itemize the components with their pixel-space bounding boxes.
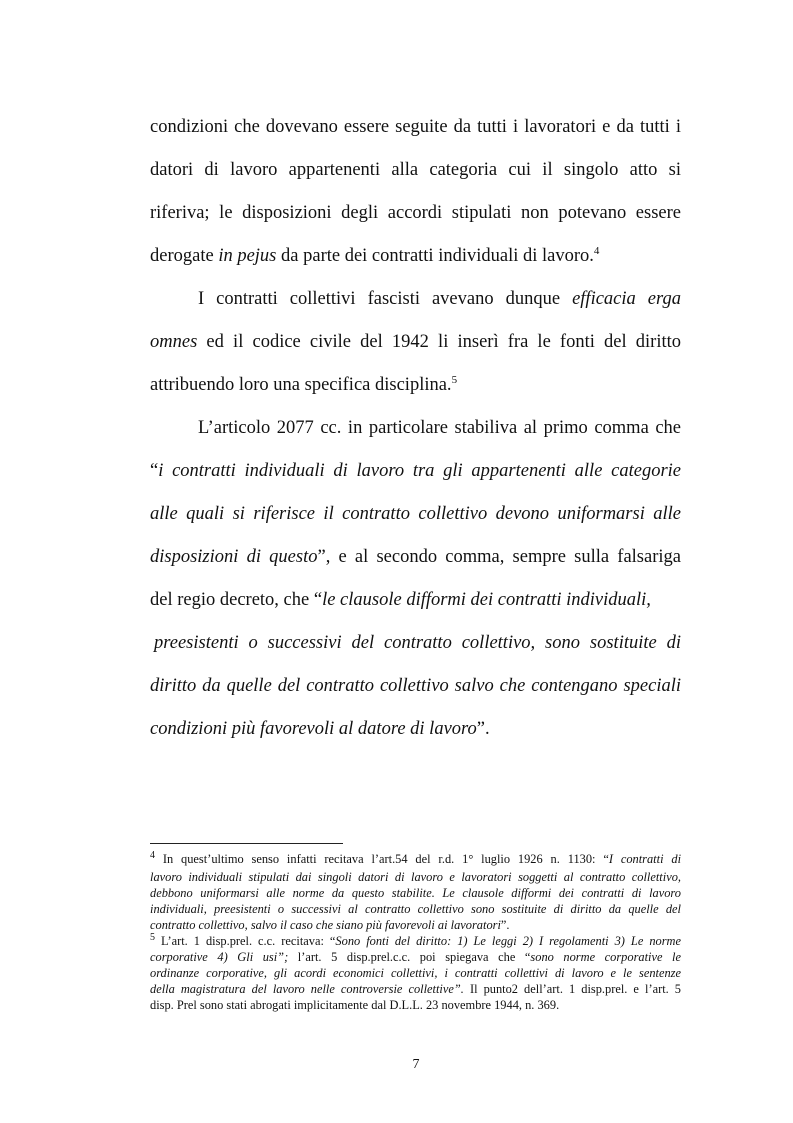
body-line-6: omnes ed il codice civile del 1942 li inserì fra le fonti del diritto <box>150 332 681 352</box>
body-line-5: I contratti collettivi fascisti avevano dunque efficacia erga <box>198 289 681 309</box>
body-line-4: derogate in pejus da parte dei contratti individuali di lavoro.$^4$ <box>150 244 600 266</box>
body-line-12: del regio decreto, che “le clausole difformi dei contratti individuali, <box>150 590 651 610</box>
footnote-5-line-1: $^5$ L’art. 1 disp.prel. c.c. recitava: “Sono fonti del diritto: 1) Le leggi 2) I regolamenti 3) Le norme <box>150 931 681 948</box>
footnote-4-line-4: individuali, preesistenti o successivi al contratto collettivo sono sostituite di diritto da quelle del <box>150 902 681 916</box>
body-line-8: L’articolo 2077 cc. in particolare stabiliva al primo comma che <box>198 418 681 438</box>
body-line-1: condizioni che dovevano essere seguite da tutti i lavoratori e da tutti i <box>150 117 681 137</box>
body-line-2: datori di lavoro appartenenti alla categoria cui il singolo atto si <box>150 160 681 180</box>
footnote-4-line-2: lavoro individuali stipulati dai singoli datori di lavoro e lavoratori soggetti al contratto collettivo, <box>150 870 681 884</box>
body-line-13: preesistenti o successivi del contratto collettivo, sono sostituite di <box>154 633 681 653</box>
body-line-15: condizioni più favorevoli al datore di lavoro”. <box>150 719 490 739</box>
body-line-14: diritto da quelle del contratto collettivo salvo che contengano speciali <box>150 676 681 696</box>
body-line-3: riferiva; le disposizioni degli accordi stipulati non potevano essere <box>150 203 681 223</box>
body-line-7: attribuendo loro una specifica disciplina.$^5$ <box>150 373 458 395</box>
footnote-ref-4: 4 <box>593 244 600 257</box>
footnote-4-line-5: contratto collettivo, salvo il caso che siano più favorevoli ai lavoratori”. <box>150 918 510 932</box>
footnote-5-line-3: ordinanze corporative, gli acordi economici collettivi, i contratti collettivi di lavoro e le sentenze <box>150 966 681 980</box>
body-line-10: alle quali si riferisce il contratto collettivo devono uniformarsi alle <box>150 504 681 524</box>
footnote-number-4: 4 <box>150 849 155 861</box>
page-number: 7 <box>412 1057 420 1072</box>
body-line-11: disposizioni di questo”, e al secondo comma, sempre sulla falsariga <box>150 547 681 567</box>
footnote-4-line-1: $^4$ In quest’ultimo senso infatti recitava l’art.54 del r.d. 1° luglio 1926 n. 1130: “I contratti di <box>150 849 682 866</box>
footnote-4-line-3: debbono uniformarsi alle norme da questo stabilite. Le clausole difformi dei contratti di lavoro <box>150 886 681 900</box>
footnote-5-line-2: corporative 4) Gli usi”; l’art. 5 disp.prel.c.c. poi spiegava che “sono norme corporative le <box>150 950 681 964</box>
footnote-ref-5: 5 <box>451 373 458 386</box>
footnote-separator <box>150 843 343 844</box>
footnote-number-5: 5 <box>150 931 155 943</box>
body-line-9: “i contratti individuali di lavoro tra gli appartenenti alle categorie <box>150 461 681 481</box>
footnote-5-line-5: disp. Prel sono stati abrogati implicitamente dal D.L.L. 23 novembre 1944, n. 369. <box>150 998 560 1012</box>
footnote-5-line-4: della magistratura del lavoro nelle controversie collettive”. Il punto2 dell’art. 1 disp.prel. e l’art. 5 <box>150 982 681 996</box>
